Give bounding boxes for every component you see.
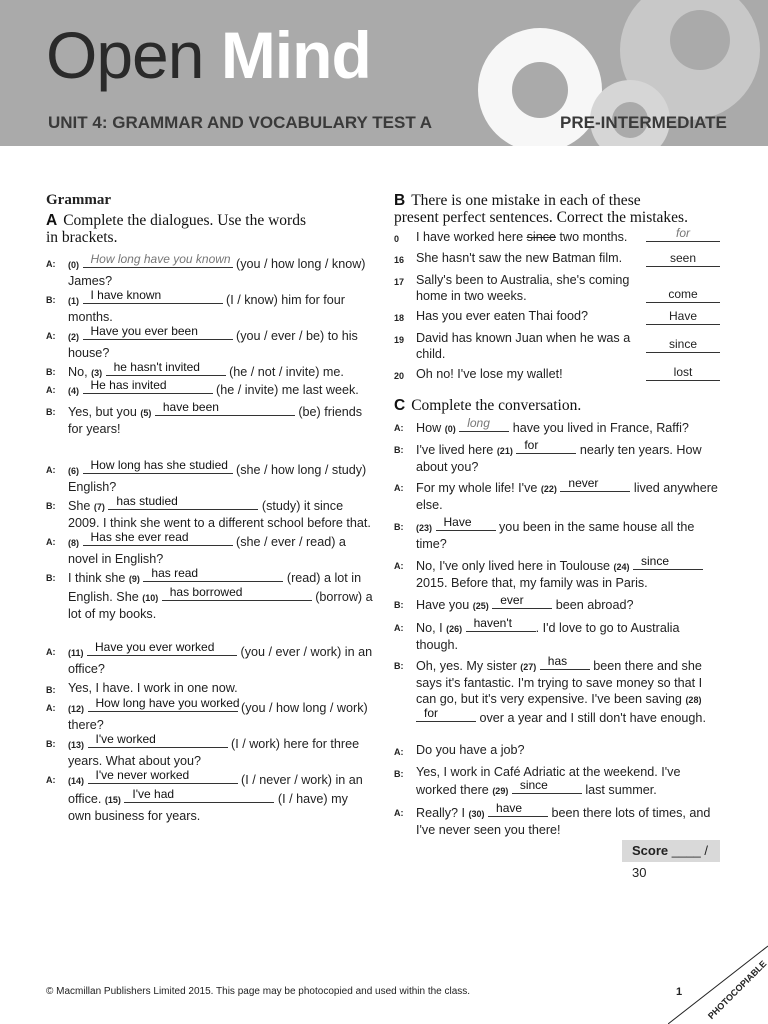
- answer-blank[interactable]: [466, 618, 536, 632]
- answer-blank[interactable]: [459, 418, 509, 432]
- score-box: Score ____ / 30: [622, 840, 720, 862]
- speaker-label: B:: [394, 661, 404, 671]
- answer-text: I've had: [132, 787, 175, 801]
- item-number: 16: [394, 255, 405, 265]
- answer-blank[interactable]: [83, 290, 223, 304]
- answer-blank[interactable]: [633, 556, 703, 570]
- answer-text: Have you ever worked: [95, 640, 215, 654]
- answer-text: I've never worked: [95, 768, 190, 782]
- speaker-label: A:: [46, 465, 56, 475]
- answer-text: has borrowed: [169, 585, 243, 599]
- item-number: (21): [496, 446, 513, 456]
- answer-blank[interactable]: [88, 770, 238, 784]
- answer-text: How long have you known: [90, 252, 231, 266]
- answer-text: has: [547, 654, 568, 668]
- speaker-label: A:: [394, 483, 404, 493]
- answer-text: haven't: [473, 616, 512, 630]
- item-number: (1): [68, 296, 79, 306]
- item-number: (4): [68, 386, 79, 396]
- item-number: (27): [520, 662, 537, 672]
- item-number: 20: [394, 371, 405, 381]
- unit-title: UNIT 4: GRAMMAR AND VOCABULARY TEST A: [48, 113, 433, 132]
- answer-blank[interactable]: [87, 642, 237, 656]
- answer-text: since: [519, 778, 548, 792]
- answer-text: since: [641, 554, 670, 568]
- item-number: (9): [128, 574, 140, 584]
- item-number: (13): [68, 740, 85, 750]
- speaker-label: B:: [394, 769, 404, 779]
- speaker-label: B:: [46, 295, 56, 305]
- speaker-label: A:: [46, 537, 56, 547]
- answer-blank[interactable]: [124, 789, 274, 803]
- section-c-title: C Complete the conversation.: [394, 397, 582, 414]
- answer-blank[interactable]: [83, 460, 233, 474]
- speaker-label: A:: [394, 561, 404, 571]
- speaker-label: A:: [394, 747, 404, 757]
- speaker-label: B:: [394, 445, 404, 455]
- item-number: 17: [394, 277, 405, 287]
- answer-blank[interactable]: [83, 254, 233, 268]
- answer-text: have been: [162, 400, 219, 414]
- answer-blank[interactable]: [106, 362, 226, 376]
- answer-text: have: [496, 801, 523, 815]
- speaker-label: B:: [46, 367, 56, 377]
- speaker-label: A:: [394, 623, 404, 633]
- correction-answer[interactable]: since: [646, 336, 720, 353]
- speaker-label: B:: [46, 685, 56, 695]
- speaker-label: B:: [394, 522, 404, 532]
- correction-answer[interactable]: seen: [646, 250, 720, 267]
- item-number: (24): [613, 562, 630, 572]
- answer-blank[interactable]: [516, 440, 576, 454]
- speaker-label: A:: [46, 775, 56, 785]
- answer-text: How long has she studied: [90, 458, 228, 472]
- correction-answer[interactable]: Have: [646, 308, 720, 325]
- speaker-label: B:: [394, 600, 404, 610]
- grammar-heading: Grammar: [46, 192, 111, 208]
- item-number: (12): [68, 704, 85, 714]
- item-number: (8): [68, 538, 79, 548]
- answer-text: for: [524, 438, 539, 452]
- speaker-label: A:: [46, 259, 56, 269]
- speaker-label: A:: [394, 423, 404, 433]
- speaker-label: A:: [46, 647, 56, 657]
- answer-text: ever: [500, 593, 524, 607]
- correction-answer[interactable]: come: [646, 286, 720, 303]
- item-number: (29): [492, 786, 509, 796]
- answer-blank[interactable]: [83, 380, 213, 394]
- item-number: (28): [685, 695, 702, 705]
- answer-blank[interactable]: [162, 587, 312, 601]
- item-number: 0: [394, 234, 400, 244]
- speaker-label: B:: [46, 573, 56, 583]
- answer-blank[interactable]: [512, 780, 582, 794]
- item-number: (6): [68, 466, 79, 476]
- item-number: (10): [142, 593, 159, 603]
- item-number: (11): [68, 648, 84, 658]
- answer-blank[interactable]: [560, 478, 630, 492]
- speaker-label: B:: [46, 501, 56, 511]
- item-number: (5): [140, 408, 152, 418]
- answer-text: He has invited: [90, 378, 167, 392]
- answer-text: Has she ever read: [90, 530, 189, 544]
- speaker-label: B:: [46, 407, 56, 417]
- item-number: (0): [68, 260, 79, 270]
- answer-text: has read: [151, 566, 199, 580]
- section-b-title: B There is one mistake in each of these present perfect sentences. Correct the mistakes.: [394, 192, 688, 226]
- photocopiable-label: PHOTOCOPIABLE: [706, 958, 768, 1022]
- level-label: PRE-INTERMEDIATE: [560, 113, 727, 132]
- speaker-label: A:: [46, 331, 56, 341]
- answer-blank[interactable]: [436, 517, 496, 531]
- speaker-label: A:: [46, 385, 56, 395]
- answer-text: I have known: [90, 288, 162, 302]
- answer-blank[interactable]: [88, 698, 238, 712]
- answer-text: for: [424, 706, 439, 720]
- item-number: (30): [468, 809, 485, 819]
- answer-blank[interactable]: [492, 595, 552, 609]
- answer-blank[interactable]: [108, 496, 258, 510]
- item-number: 18: [394, 313, 405, 323]
- item-number: (0): [444, 424, 456, 434]
- answer-text: I've worked: [95, 732, 156, 746]
- item-number: (25): [472, 601, 489, 611]
- answer-blank[interactable]: [540, 656, 590, 670]
- item-number: (15): [104, 795, 121, 805]
- speaker-label: A:: [394, 808, 404, 818]
- correction-answer[interactable]: lost: [646, 364, 720, 381]
- item-number: (22): [540, 484, 557, 494]
- answer-blank[interactable]: [83, 326, 233, 340]
- item-number: (14): [68, 776, 85, 786]
- answer-blank[interactable]: [155, 402, 295, 416]
- answer-text: long: [467, 416, 490, 430]
- answer-text: never: [568, 476, 599, 490]
- correction-answer[interactable]: for: [646, 225, 720, 242]
- answer-text: How long have you worked: [95, 696, 240, 710]
- item-number: (26): [446, 624, 463, 634]
- page-header: [0, 0, 768, 146]
- item-number: (7): [93, 502, 105, 512]
- brand-logo: Open Mind: [46, 18, 371, 92]
- speaker-label: B:: [46, 739, 56, 749]
- answer-blank[interactable]: [88, 734, 228, 748]
- section-a-title: A Complete the dialogues. Use the words in brackets.: [46, 212, 306, 246]
- answer-text: he hasn't invited: [113, 360, 200, 374]
- answer-blank[interactable]: [83, 532, 233, 546]
- item-number: (23): [416, 523, 433, 533]
- answer-blank[interactable]: [416, 708, 476, 722]
- speaker-label: A:: [46, 703, 56, 713]
- answer-blank[interactable]: [488, 803, 548, 817]
- answer-text: has studied: [116, 494, 178, 508]
- page-number: 1: [676, 986, 683, 998]
- answer-text: Have: [443, 515, 472, 529]
- answer-blank[interactable]: [143, 568, 283, 582]
- item-number: 19: [394, 335, 405, 345]
- item-number: (3): [91, 368, 103, 378]
- copyright-footer: © Macmillan Publishers Limited 2015. This page may be photocopied and used within the class.: [46, 986, 471, 997]
- right-column: B There is one mistake in each of these present perfect sentences. Correct the mistakes. 0 I have worked here since two months. for 16 She hasn't saw the new Batman film. seen 17 Sally's been to Australia, she's coming home in two weeks. come 18 Has you ever eaten Thai food? Have 19 David has known Juan when he was a child. since 20 Oh no! I've lose my wallet! lost C Complete the conversation. A: How (0) long have you lived in France, Raffi? B: I've lived here (21) for nearly ten years. How about you? A: For my whole life! I've (22) never lived anywhere else. B: (23) Have you been in the same house all the time? A: No, I've only lived here in Toulouse (24) since 2015. Before that, my family was in Paris. B: Have you (25) ever been abroad? A: No, I (26) haven't . I'd love to go to Australia though. B: Oh, yes. My sister (27) has been there and she says it's fantastic. I'm trying to save money so that I can go, but it's very expensive. I've been saving (28) for over a year and I still don't have enough. A: Do you have a job? B: Yes, I work in Café Adriatic at the weekend. I've worked there (29) since last summer. A: Really? I (30) have been there lots of times, and I've never seen you there!: [394, 192, 724, 226]
- left-column: Grammar A Complete the dialogues. Use the words in brackets. A: (0) How long have you known (you / how long / know) James? B: (1) I have known (I / know) him for four months. A: (2) Have you ever been (you / ever / be) to his house? B: No, (3) he hasn't invited (he / not / invite) me. A: (4) He has invited (he / invite) me last week. B: Yes, but you (5) have been (be) friends for years! A: (6) How long has she studied (she / how long / study) English? B: She (7) has studied (study) it since 2009. I think she went to a different school before that. A: (8) Has she ever read (she / ever / read) a novel in English? B: I think she (9) has read (read) a lot in English. She (10) has borrowed (borrow) a lot of my books. A: (11) Have you ever worked (you / ever / work) in an office? B: Yes, I have. I work in one now. A: (12) How long have you worked (you / how long / work) there? B: (13) I've worked (I / work) here for three years. What about you? A: (14) I've never worked (I / never / work) in an office. (15) I've had (I / have) my own business for years.: [46, 192, 376, 246]
- answer-text: Have you ever been: [90, 324, 198, 338]
- item-number: (2): [68, 332, 79, 342]
